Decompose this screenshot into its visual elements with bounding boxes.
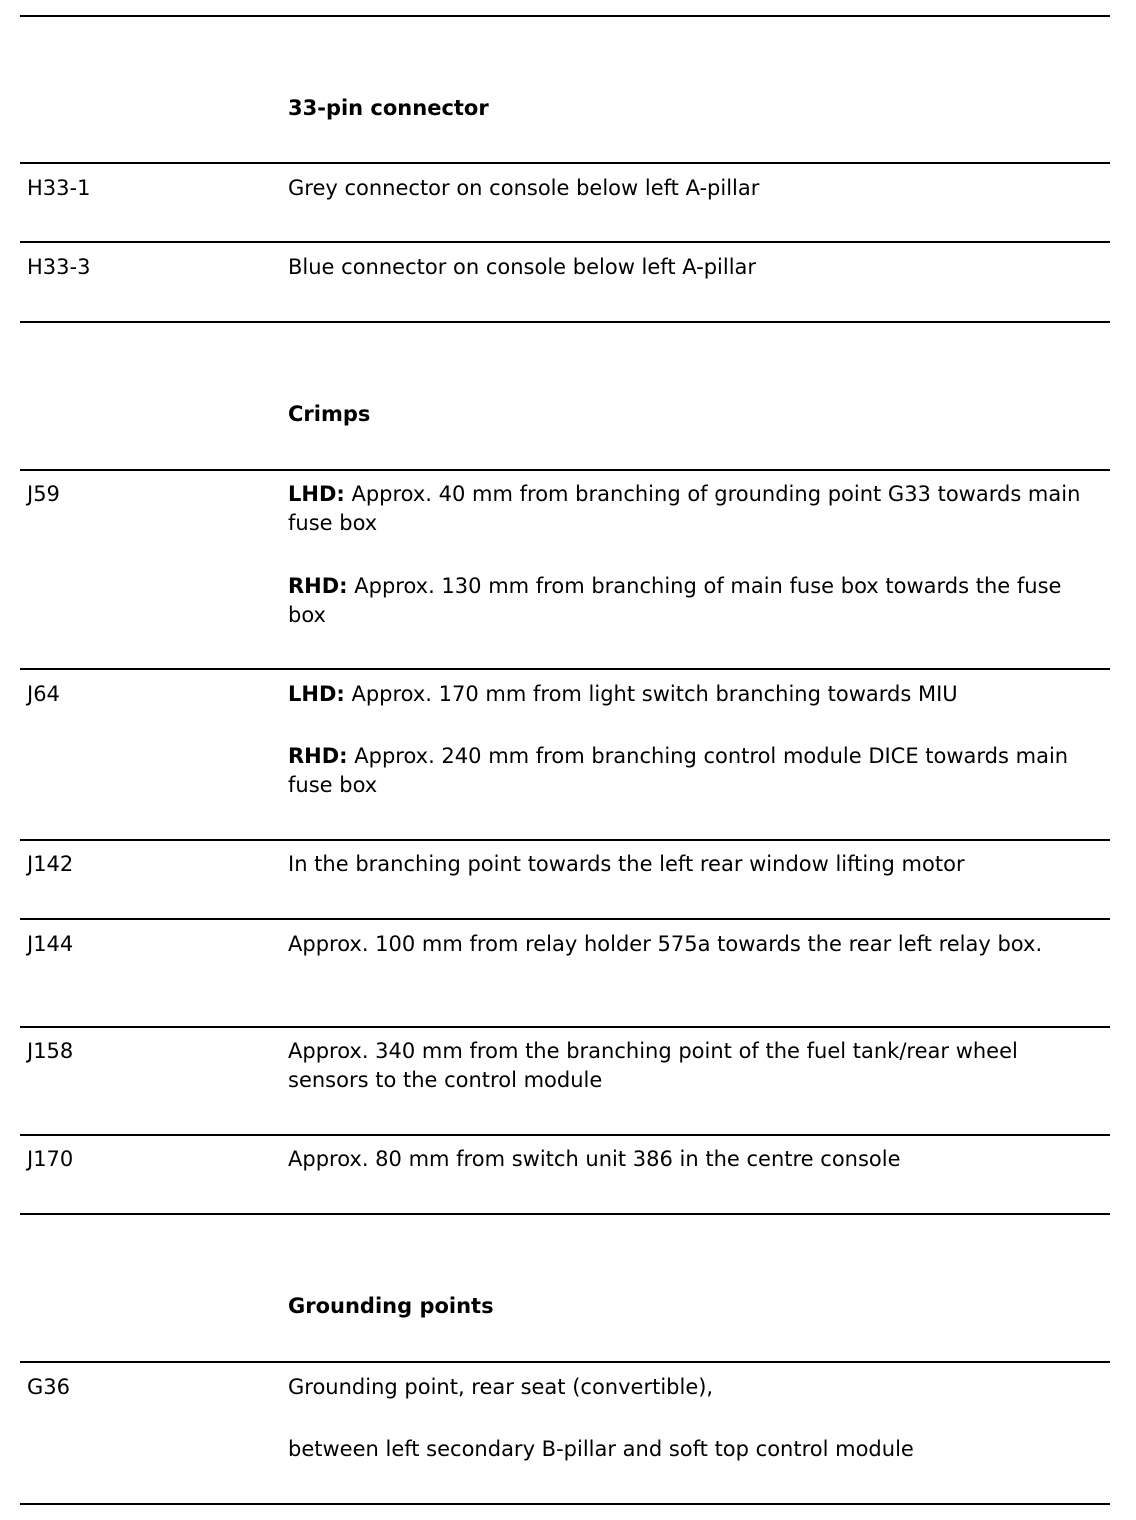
item-description-lhd <box>288 480 1098 538</box>
section-end-rule <box>20 1213 1110 1215</box>
item-description-continued: between left secondary B-pillar and soft top control module <box>288 1437 914 1461</box>
item-description: Blue connector on console below left A-pillar <box>288 255 757 279</box>
bottom-rule <box>20 1503 1110 1505</box>
row-divider <box>20 918 1110 920</box>
item-description: Approx. 80 mm from switch unit 386 in the centre console <box>288 1147 901 1171</box>
row-divider <box>20 668 1110 670</box>
item-code: J158 <box>27 1039 74 1063</box>
top-rule <box>20 15 1110 17</box>
rhd-text: Approx. 130 mm from branching of main fuse box towards the fuse box <box>288 574 1062 627</box>
item-description: Grounding point, rear seat (convertible), <box>288 1375 714 1399</box>
row-divider <box>20 241 1110 243</box>
row-divider <box>20 469 1110 471</box>
item-description-lhd <box>288 680 1098 709</box>
item-code: J64 <box>27 682 60 706</box>
lhd-text: Approx. 170 mm from light switch branching towards MIU <box>344 682 958 706</box>
item-code: H33-1 <box>27 176 91 200</box>
section-heading: Crimps <box>288 402 371 426</box>
item-code: G36 <box>27 1375 70 1399</box>
row-divider <box>20 839 1110 841</box>
row-divider <box>20 1361 1110 1363</box>
section-heading: 33-pin connector <box>288 96 489 120</box>
item-code: H33-3 <box>27 255 91 279</box>
lhd-label: LHD: <box>288 482 345 506</box>
section-end-rule <box>20 321 1110 323</box>
section-heading: Grounding points <box>288 1294 494 1318</box>
item-description: In the branching point towards the left rear window lifting motor <box>288 852 965 876</box>
rhd-text: Approx. 240 mm from branching control module DICE towards main fuse box <box>288 744 1069 797</box>
rhd-label: RHD: <box>288 744 348 768</box>
rhd-label: RHD: <box>288 574 348 598</box>
item-description: Approx. 100 mm from relay holder 575a towards the rear left relay box. <box>288 932 1043 956</box>
item-description: Approx. 340 mm from the branching point of the fuel tank/rear wheel sensors to the control module <box>288 1039 1018 1092</box>
lhd-label: LHD: <box>288 682 345 706</box>
item-code: J142 <box>27 852 74 876</box>
item-description-rhd <box>288 742 1098 800</box>
item-description-rhd <box>288 572 1098 630</box>
item-code: J59 <box>27 482 60 506</box>
row-divider <box>20 162 1110 164</box>
item-code: J144 <box>27 932 74 956</box>
item-description: Grey connector on console below left A-pillar <box>288 176 760 200</box>
item-code: J170 <box>27 1147 74 1171</box>
lhd-text: Approx. 40 mm from branching of grounding point G33 towards main fuse box <box>288 482 1081 535</box>
row-divider <box>20 1026 1110 1028</box>
row-divider <box>20 1134 1110 1136</box>
